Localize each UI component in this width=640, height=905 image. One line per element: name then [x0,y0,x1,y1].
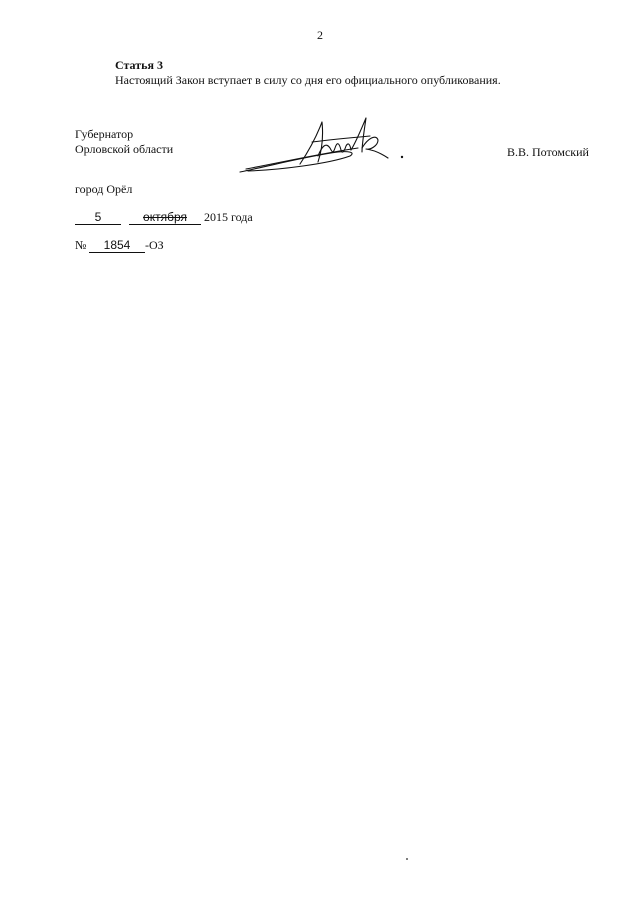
governor-signature [238,112,418,182]
article-heading: Статья 3 [115,58,163,72]
scan-speck [406,858,408,860]
date-day-field [75,210,121,225]
city: город Орёл [75,182,133,196]
governor-name: В.В. Потомский [507,145,589,159]
date-month-field [129,210,201,225]
date-month: октября [143,210,187,224]
law-number: 1854 [103,238,131,252]
governor-title-line2: Орловской области [75,142,174,156]
governor-title-line1: Губернатор [75,127,134,141]
date-line [75,210,253,225]
date-day: 5 [94,210,102,224]
number-sign: № [75,238,87,252]
page-number: 2 [317,28,323,42]
law-number-field [89,238,145,253]
article-text: Настоящий Закон вступает в силу со дня его официального опубликования. [115,73,501,87]
law-number-line [75,238,164,253]
law-number-suffix: -ОЗ [145,238,164,252]
date-year: 2015 года [204,210,253,224]
